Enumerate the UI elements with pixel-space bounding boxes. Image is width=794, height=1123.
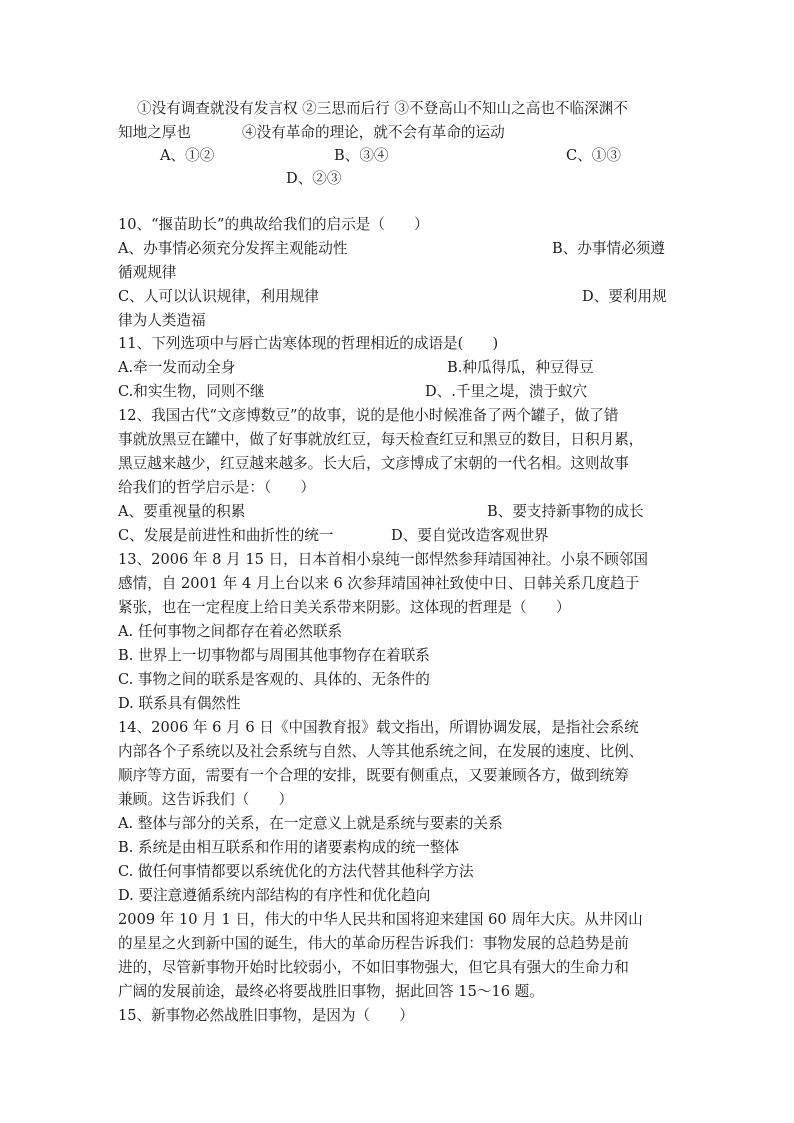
q11-stem: 11、下列选项中与唇亡齿寒体现的哲理相近的成语是( ) [118,335,499,352]
passage-line4: 广阔的发展前途，最终必将要战胜旧事物，据此回答 15～16 题。 [118,983,544,1000]
q10-option-c: C、人可以认识规律，利用规律 [118,288,319,305]
q14-option-d: D. 要注意遵循系统内部结构的有序性和优化趋向 [118,887,431,904]
q13-stem-line2: 感情，自 2001 年 4 月上台以来 6 次参拜靖国神社致使中日、日韩关系几度趋于 [118,575,640,592]
q9-option-d: D、②③ [286,170,342,187]
q11-option-b: B.种瓜得瓜，种豆得豆 [447,359,594,376]
q9-stem-line1: ①没有调查就没有发言权 ②三思而后行 ③不登高山不知山之高也不临深渊不 [137,100,628,117]
passage-line1: 2009 年 10 月 1 日，伟大的中华人民共和国将迎来建国 60 周年大庆。从井冈山 [118,911,643,928]
q10-option-d-line1: D、要利用规 [582,288,667,305]
q13-option-c: C. 事物之间的联系是客观的、具体的、无条件的 [118,671,430,688]
q9-option-a: A、①② [160,147,215,164]
q9-stem-line2-a: 知地之厚也 [118,124,191,141]
q13-option-a: A. 任何事物之间都存在着必然联系 [118,623,343,640]
q14-stem-line1: 14、2006 年 6 月 6 日《中国教育报》载文指出，所谓协调发展，是指社会系统 [118,719,639,736]
passage-line3: 进的，尽管新事物开始时比较弱小，不如旧事物强大，但它具有强大的生命力和 [118,959,629,976]
q13-stem-line3: 紧张，也在一定程度上给日美关系带来阴影。这体现的哲理是（ ） [118,599,571,616]
q15-stem: 15、新事物必然战胜旧事物，是因为（ ） [118,1007,414,1024]
q9-option-b: B、③④ [334,147,389,164]
q10-option-a: A、办事情必须充分发挥主观能动性 [118,240,348,257]
q13-option-d: D. 联系具有偶然性 [118,695,241,712]
q12-option-b: B、要支持新事物的成长 [487,503,644,520]
passage-line2: 的星星之火到新中国的诞生，伟大的革命历程告诉我们：事物发展的总趋势是前 [118,935,629,952]
q9-stem-line2-b: ④没有革命的理论，就不会有革命的运动 [242,124,505,141]
q10-option-b-line1: B、办事情必须遵 [552,240,665,257]
q10-stem: 10、“揠苗助长”的典故给我们的启示是（ ） [118,216,429,233]
q12-option-a: A、要重视量的积累 [118,503,246,520]
q12-stem-line2: 事就放黑豆在罐中，做了好事就放红豆，每天检查红豆和黑豆的数目，日积月累， [118,431,644,448]
q10-option-d-line2: 律为人类造福 [118,312,206,329]
q13-option-b: B. 世界上一切事物都与周围其他事物存在着联系 [118,647,430,664]
q10-option-b-line2: 循观规律 [118,264,177,281]
q14-stem-line2: 内部各个子系统以及社会系统与自然、人等其他系统之间，在发展的速度、比例、 [118,743,644,760]
q9-option-c: C、①③ [566,147,621,164]
q12-stem-line3: 黑豆越来越少，红豆越来越多。长大后，文彦博成了宋朝的一代名相。这则故事 [118,455,629,472]
q12-stem-line1: 12、我国古代“文彦博数豆”的故事，说的是他小时候准备了两个罐子，做了错 [118,407,619,424]
q14-option-c: C. 做任何事情都要以系统优化的方法代替其他科学方法 [118,863,474,880]
q14-option-b: B. 系统是由相互联系和作用的诸要素构成的统一整体 [118,839,460,856]
q11-option-c: C.和实生物，同则不继 [118,383,265,400]
q12-option-d: D、要自觉改造客观世界 [391,527,549,544]
q12-option-c: C、发展是前进性和曲折性的统一 [118,527,334,544]
q14-option-a: A. 整体与部分的关系，在一定意义上就是系统与要素的关系 [118,815,503,832]
q12-stem-line4: 给我们的哲学启示是：（ ） [118,479,316,496]
q13-stem-line1: 13、2006 年 8 月 15 日，日本首相小泉纯一郎悍然参拜靖国神社。小泉不顾邻国 [118,551,648,568]
q14-stem-line4: 兼顾。这告诉我们（ ） [118,791,294,808]
q11-option-a: A.牵一发而动全身 [118,359,236,376]
q14-stem-line3: 顺序等方面，需要有一个合理的安排，既要有侧重点，又要兼顾各方，做到统筹 [118,767,629,784]
q11-option-d: D、.千里之堤，溃于蚁穴 [425,383,588,400]
